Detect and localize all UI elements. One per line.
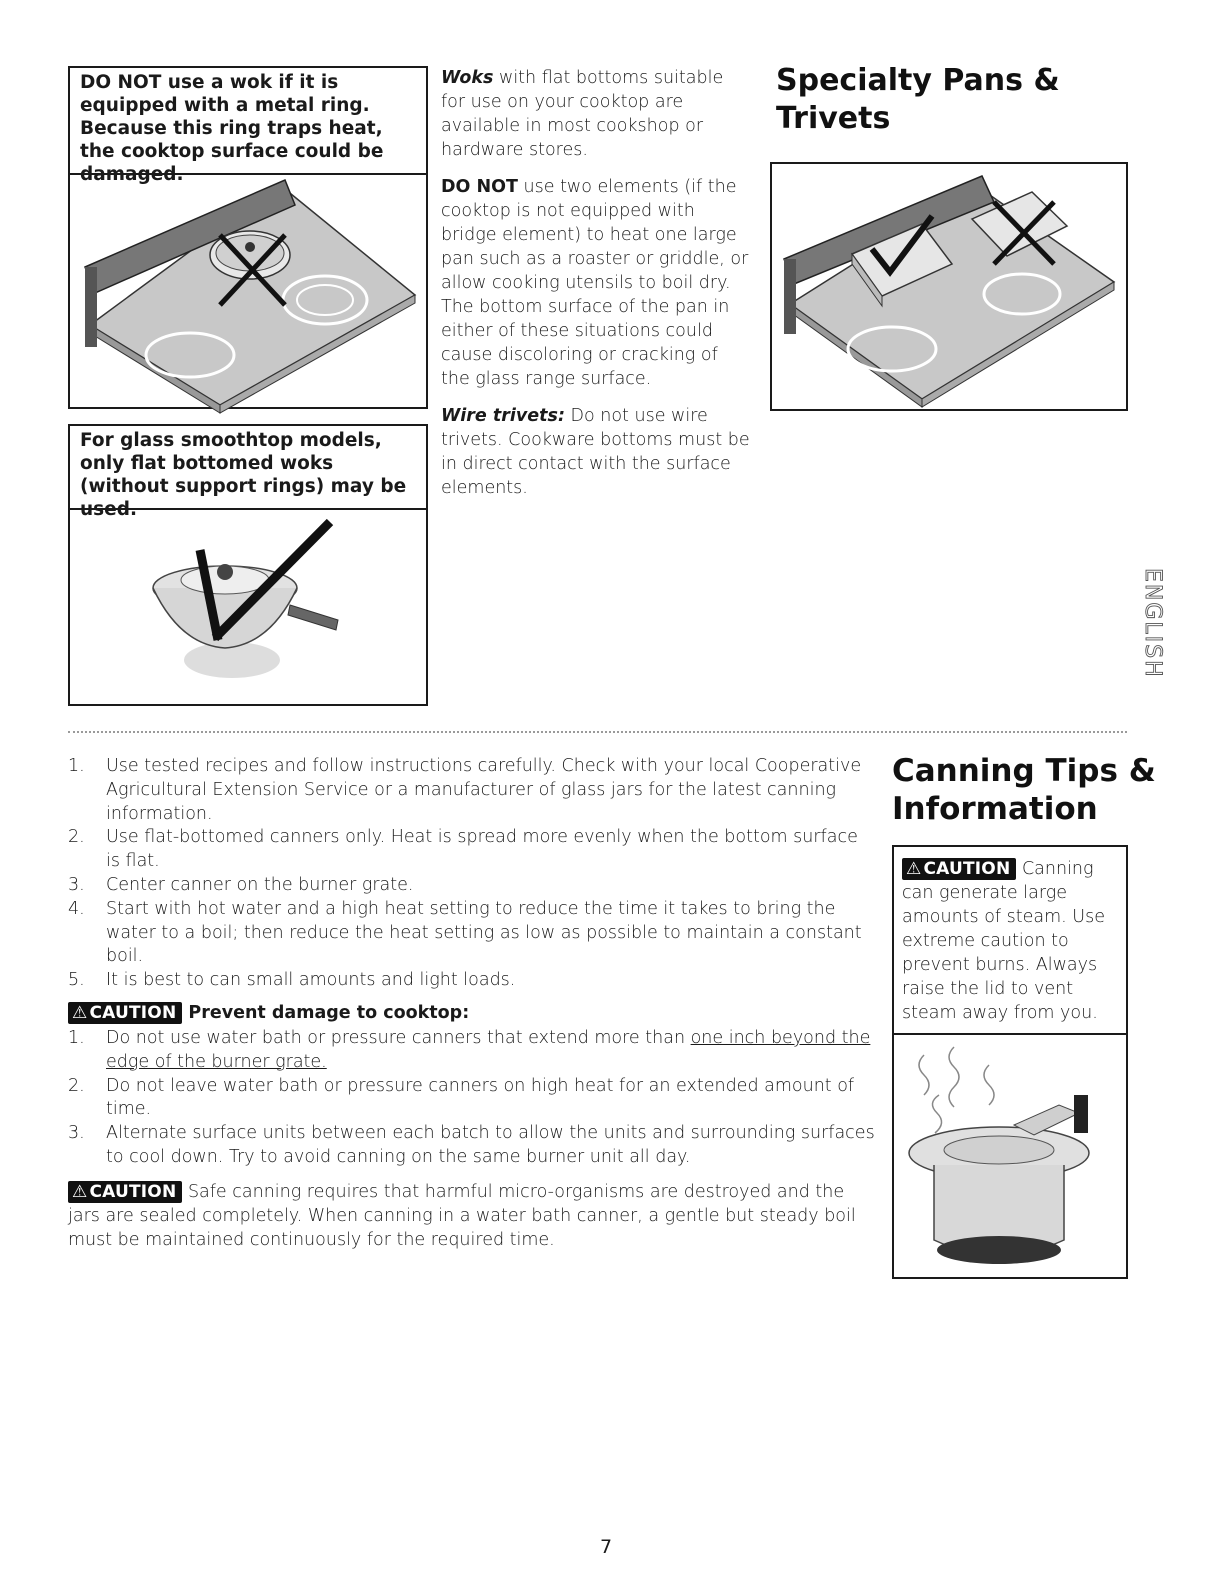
steam-caution-text-block (894, 847, 1126, 1035)
list-item (68, 1075, 878, 1123)
canner-steam-illustration (894, 1035, 1126, 1277)
step-number: 3. (68, 1123, 85, 1144)
step-text-underlined: one inch beyond the edge of the burner grate. (106, 1028, 871, 1072)
canning-title-line1: Canning Tips & (892, 753, 1156, 789)
prevent-damage-label: Prevent damage to cooktop: (188, 1003, 470, 1023)
step-number: 5. (68, 970, 85, 991)
caution-badge-label: CAUTION (89, 1182, 177, 1202)
list-item (68, 826, 868, 874)
list-item (68, 1027, 878, 1075)
do-not-label: DO NOT (441, 177, 518, 197)
flat-wok-note: For glass smoothtop models, only flat bottomed woks (without support rings) may be used. (70, 426, 426, 510)
warning-triangle-icon: ⚠ (72, 1003, 88, 1023)
step-number: 1. (68, 756, 85, 776)
cooktop-wok-ring-illustration (70, 175, 426, 407)
list-item (68, 1122, 878, 1170)
language-tab-label: ENGLISH (1140, 568, 1165, 679)
section-divider (68, 731, 1127, 733)
wire-trivets-label: Wire trivets: (441, 406, 565, 426)
specialty-title: Specialty Pans & Trivets (776, 63, 1060, 136)
warning-triangle-icon: ⚠ (72, 1182, 88, 1202)
steam-caution-text: Canning can generate large amounts of steam. Use extreme caution to prevent burns. Always raise the lid to vent steam away from you. (902, 859, 1105, 1023)
caution-badge-label: CAUTION (89, 1003, 177, 1023)
prevent-damage-heading (68, 1001, 469, 1025)
canning-steps-list (68, 755, 868, 993)
step-text: Alternate surface units between each batch to allow the units and surrounding surfaces to cool down. Try to avoid canning on the same burner unit all day. (106, 1123, 875, 1167)
step-text: It is best to can small amounts and light loads. (106, 970, 516, 991)
safe-canning-paragraph (68, 1180, 868, 1252)
woks-label: Woks (441, 68, 494, 88)
specialty-pans-text (441, 66, 751, 513)
safe-canning-text: Safe canning requires that harmful micro-organisms are destroyed and the jars are sealed completely. When canning in a water bath canner, a gentle but steady boil must be maintained continuously for the required time. (68, 1182, 856, 1250)
canning-title (892, 752, 1192, 828)
woks-text: with flat bottoms suitable for use on your cooktop are available in most cookshop or hardware stores. (441, 68, 724, 160)
step-text: Do not leave water bath or pressure canners on high heat for an extended amount of time. (106, 1075, 855, 1120)
step-number: 3. (68, 874, 85, 895)
caution-badge (68, 1181, 182, 1203)
step-number: 2. (68, 1075, 85, 1096)
caution-badge (68, 1002, 182, 1024)
wok-warning-text: DO NOT use a wok if it is equipped with a metal ring. Because this ring traps heat, the cooktop surface could be damaged. (70, 68, 426, 175)
page-number: 7 (599, 1536, 613, 1558)
warning-triangle-icon: ⚠ (906, 859, 922, 879)
canning-title-line2: Information (892, 791, 1098, 827)
step-text: Center canner on the burner grate. (106, 874, 414, 895)
caution-badge (902, 858, 1016, 880)
step-text: Do not use water bath or pressure canners that extend more than (106, 1028, 691, 1048)
do-not-paragraph (441, 175, 751, 391)
list-item (68, 898, 868, 969)
step-number: 4. (68, 898, 85, 919)
wire-trivets-paragraph (441, 404, 751, 500)
prevent-damage-list (68, 1027, 878, 1170)
wire-trivets-text: Do not use wire trivets. Cookware bottoms must be in direct contact with the surface elements. (441, 406, 750, 498)
step-number: 1. (68, 1028, 85, 1048)
step-text: Use tested recipes and follow instructions carefully. Check with your local Cooperative Agricultural Extension Service or a manufacturer of glass jars for the latest canning information. (106, 756, 862, 824)
list-item (68, 874, 868, 898)
language-tab (1128, 566, 1165, 698)
roaster-illustration-box (770, 162, 1128, 411)
flat-wok-box (68, 424, 428, 706)
step-text: Start with hot water and a high heat setting to reduce the time it takes to bring the water to a boil; then reduce the heat setting as low as possible to maintain a constant boil. (106, 898, 862, 967)
flat-wok-check-illustration (70, 510, 426, 704)
list-item (68, 969, 868, 993)
do-not-text: use two elements (if the cooktop is not equipped with bridge element) to heat one large pan such as a roaster or griddle, or allow cooking utensils to boil dry. The bottom surface of the pan in either of these situations could cause discoloring or cracking of the glass range surface. (441, 177, 749, 389)
caution-badge-label: CAUTION (923, 859, 1011, 879)
woks-paragraph (441, 66, 751, 162)
wok-warning-box (68, 66, 428, 409)
roaster-griddle-illustration (772, 164, 1126, 409)
steam-caution-box (892, 845, 1128, 1279)
list-item (68, 755, 868, 826)
step-text: Use flat-bottomed canners only. Heat is spread more evenly when the bottom surface is flat. (106, 827, 858, 872)
step-number: 2. (68, 827, 85, 848)
